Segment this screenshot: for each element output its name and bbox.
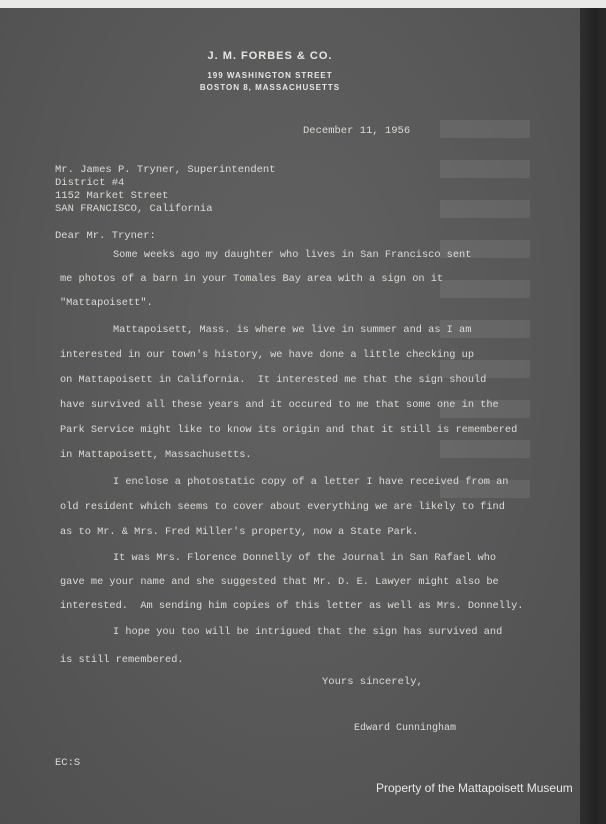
body-line: gave me your name and she suggested that Mr. D. E. Lawyer might also be [60, 576, 499, 588]
body-line: I enclose a photostatic copy of a letter I have received from an [113, 476, 509, 488]
museum-watermark: Property of the Mattapoisett Museum [376, 781, 573, 795]
body-line: I hope you too will be intrigued that the sign has survived and [113, 626, 503, 638]
typist-initials: EC:S [55, 757, 81, 769]
body-line: Park Service might like to know its origin and that it still is remembered [60, 424, 518, 436]
body-line: have survived all these years and it occured to me that some one in the [60, 399, 499, 411]
body-line: "Mattapoisett". [60, 297, 153, 309]
recipient-street: 1152 Market Street [55, 190, 169, 202]
letterhead-street: 199 WASHINGTON STREET [207, 71, 333, 80]
body-line: me photos of a barn in your Tomales Bay area with a sign on it [60, 273, 444, 285]
recipient-city: SAN FRANCISCO, California [55, 203, 213, 215]
bleed-through-text [440, 120, 530, 520]
body-line: as to Mr. & Mrs. Fred Miller's property, now a State Park. [60, 526, 419, 538]
salutation: Dear Mr. Tryner: [55, 230, 156, 242]
body-line: interested. Am sending him copies of this letter as well as Mrs. Donnelly. [60, 600, 524, 612]
body-line: Some weeks ago my daughter who lives in San Francisco sent [113, 249, 472, 261]
recipient-district: District #4 [55, 177, 125, 189]
page-binding-shadow [580, 8, 606, 824]
signature: Edward Cunningham [354, 723, 457, 734]
closing: Yours sincerely, [322, 676, 423, 688]
body-line: interested in our town's history, we have done a little checking up [60, 349, 475, 361]
letter-date: December 11, 1956 [303, 125, 411, 137]
body-line: old resident which seems to cover about everything we are likely to find [60, 501, 505, 513]
scan-top-edge [0, 0, 606, 8]
body-line: on Mattapoisett in California. It interested me that the sign should [60, 374, 487, 386]
body-line: is still remembered. [60, 654, 184, 666]
body-line: Mattapoisett, Mass. is where we live in summer and as I am [113, 324, 472, 336]
body-line: It was Mrs. Florence Donnelly of the Journal in San Rafael who [113, 552, 497, 564]
recipient-name: Mr. James P. Tryner, Superintendent [55, 164, 276, 176]
letterhead-city: BOSTON 8, MASSACHUSETTS [199, 83, 341, 92]
letterhead-company: J. M. FORBES & CO. [207, 50, 333, 62]
body-line: in Mattapoisett, Massachusetts. [60, 449, 252, 461]
